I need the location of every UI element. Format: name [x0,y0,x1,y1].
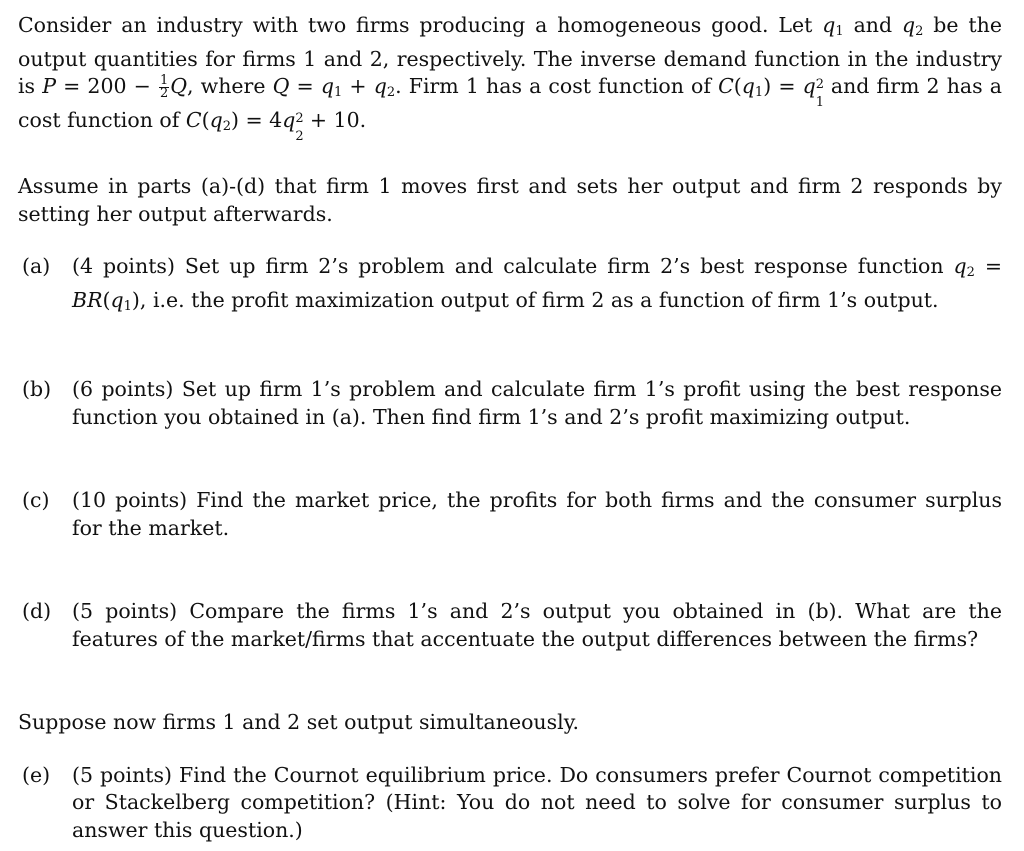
part-d-label: (d) [22,599,52,623]
part-b-label: (b) [22,377,52,401]
part-b-text: (6 points) Set up firm 1’s problem and calculate firm 1’s profit using the best response function you obtained in (a). Then find firm 1’s and 2’s profit maximizing output. [72,377,1002,429]
part-a-label: (a) [22,254,51,278]
intro-where: , where [187,74,273,98]
part-e-label: (e) [22,762,51,787]
part-d-text: (5 points) Compare the firms 1’s and 2’s output you obtained in (b). What are the features of the market/firms that accentuate the output differences between the firms? [72,599,1002,651]
assume-paragraph: Assume in parts (a)-(d) that firm 1 moves first and sets her output and firm 2 responds by setting her output afterwards. [18,174,1002,226]
part-c-text: (10 points) Find the market price, the profits for both firms and the consumer surplus for the market. [72,488,1002,540]
problem-sheet [18,12,1002,844]
intro-paragraph: Consider an industry with two firms producing a homogeneous good. Let $q_1$ and $q_2$ be the output quantities for firms 1 and 2, respectively. The inverse demand function in the industry is P = 200 − $\frac{1}{2}$ Q, where $Q = q_1 + q_2$. Firm 1 has a cost function of $C(q_1) = q$ 2 1 and firm 2 has a cost function of $C(q_2) = 4q$ 2 2 + 10. [18,13,1003,144]
part-e [22,762,1002,845]
part-c [22,487,1002,542]
intro-text-4: and firm 2 has a cost function of [18,74,1003,132]
intro-text-2: be the output quantities for firms 1 and 2, respectively. The inverse demand function in the industry is [18,13,1002,98]
part-a [22,253,1002,320]
intro-text-3: . Firm 1 has a cost function of [395,74,719,98]
fraction-half: $\frac{1}{2}$ [159,73,169,101]
part-c-label: (c) [22,488,50,512]
suppose-paragraph: Suppose now firms 1 and 2 set output simultaneously. [18,710,580,734]
part-d [22,598,1002,653]
part-b [22,376,1002,431]
part-e-text: (5 points) Find the Cournot equilibrium price. Do consumers prefer Cournot competition or Stackelberg competition? (Hint: You do not need to solve for consumer surplus to answer this question.) [72,762,1002,842]
part-a-text: (4 points) Set up firm 2’s problem and calculate firm 2’s best response function $q_2 = BR(q_1)$, i.e. the profit maximization output of firm 2 as a function of firm 1’s output. [72,254,1002,314]
intro-and: and [843,13,902,37]
intro-text-1: Consider an industry with two firms producing a homogeneous good. Let [18,13,823,37]
